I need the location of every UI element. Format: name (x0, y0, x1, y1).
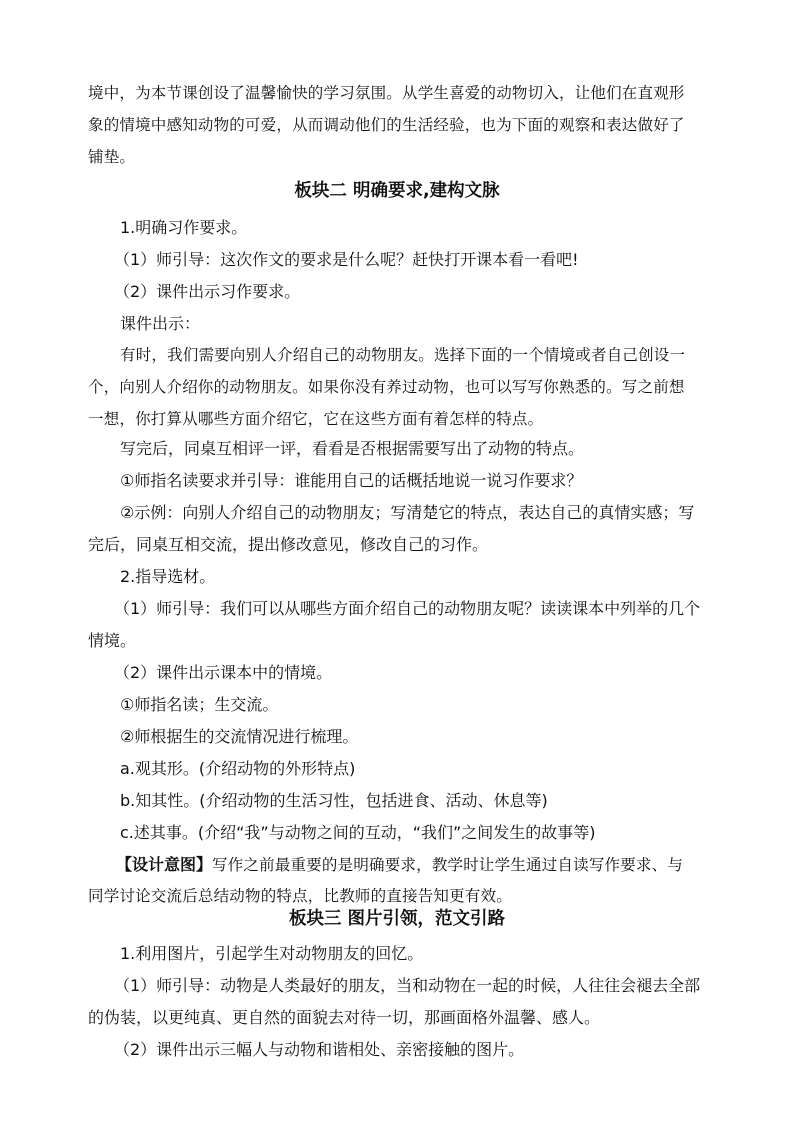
s3-item1-a-line-1: （1）师引导：动物是人类最好的朋友，当和动物在一起的时候，人往往会褪去全部 (114, 976, 701, 995)
s2-item1-a: （1）师引导：这次作文的要求是什么呢？赶快打开课本看一看吧! (114, 250, 579, 269)
s2-item2-b1: ①师指名读；生交流。 (120, 695, 279, 714)
step2-line-2: 完后，同桌互相交流，提出修改意见，修改自己的习作。 (88, 535, 489, 554)
s2-item2: 2.指导选材。 (120, 567, 216, 586)
s3-item1: 1.利用图片，引起学生对动物朋友的回忆。 (120, 944, 424, 963)
s2-item1: 1.明确习作要求。 (120, 218, 248, 237)
courseware-line-1: 有时，我们需要向别人介绍自己的动物朋友。选择下面的一个情境或者自己创设一 (120, 346, 686, 364)
after-write: 写完后，同桌互相评一评，看看是否根据需要写出了动物的特点。 (120, 439, 585, 458)
s2-item2-a-line-2: 情境。 (88, 631, 137, 650)
intro-line-2: 象的情境中感知动物的可爱，从而调动他们的生活经验，也为下面的观察和表达做好了 (88, 116, 685, 134)
intro-line-1: 境中，为本节课创设了温馨愉快的学习氛围。从学生喜爱的动物切入，让他们在直观形 (88, 84, 685, 102)
design-intent-line-2: 同学讨论交流后总结动物的特点，比教师的直接告知更有效。 (88, 887, 512, 905)
section2-heading: 板块二 明确要求,建构文脉 (294, 181, 500, 201)
section3-heading: 板块三 图片引领，范文引路 (288, 909, 506, 929)
courseware-label: 课件出示： (120, 314, 201, 333)
design-intent-text-1: 写作之前最重要的是明确要求，教学时让学生通过自读写作要求、与 (212, 856, 684, 874)
point-a: a.观其形。(介绍动物的外形特点) (120, 759, 356, 778)
design-intent-label: 【设计意图】 (116, 855, 213, 874)
design-intent-line-1 (116, 855, 683, 875)
s3-item1-b: （2）课件出示三幅人与动物和谐相处、亲密接触的图片。 (114, 1040, 525, 1059)
s2-item2-a-line-1: （1）师引导：我们可以从哪些方面介绍自己的动物朋友呢？读读课本中列举的几个 (114, 599, 701, 618)
point-b: b.知其性。(介绍动物的生活习性，包括进食、活动、休息等) (120, 791, 548, 810)
step1: ①师指名读要求并引导：谁能用自己的话概括地说一说习作要求？ (120, 471, 583, 490)
courseware-line-3: 一想，你打算从哪些方面介绍它，它在这些方面有着怎样的特点。 (88, 410, 544, 428)
point-c: c.述其事。(介绍“我”与动物之间的互动，“我们”之间发生的故事等) (120, 823, 596, 842)
intro-line-3: 铺垫。 (88, 148, 136, 166)
s3-item1-a-line-2: 的伪装，以更纯真、更自然的面貌去对待一切，那画面格外温馨、感人。 (88, 1008, 601, 1027)
s2-item2-b: （2）课件出示课本中的情境。 (114, 663, 333, 682)
courseware-line-2: 个，向别人介绍你的动物朋友。如果你没有养过动物，也可以写写你熟悉的。写之前想 (88, 378, 685, 396)
step2-line-1: ②示例：向别人介绍自己的动物朋友；写清楚它的特点，表达自己的真情实感；写 (120, 503, 695, 522)
s2-item1-b: （2）课件出示习作要求。 (114, 282, 301, 301)
s2-item2-b2: ②师根据生的交流情况进行梳理。 (120, 727, 359, 746)
